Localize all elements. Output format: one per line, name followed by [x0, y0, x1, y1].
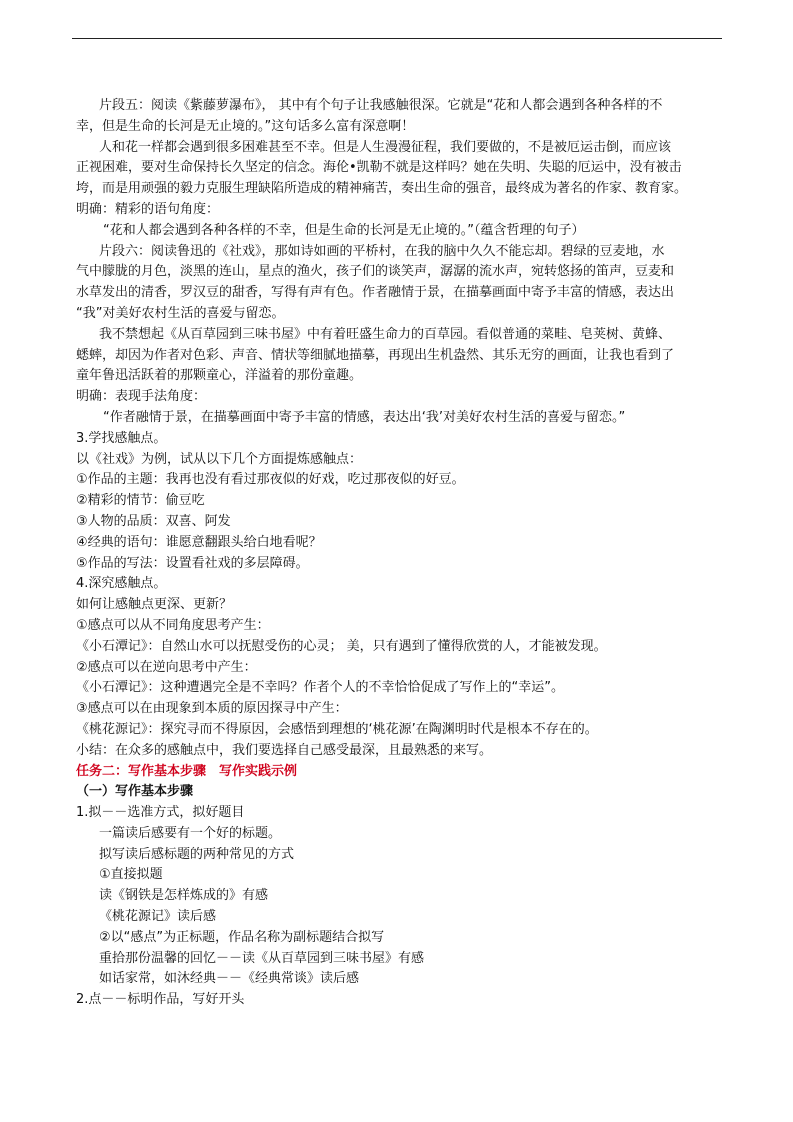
paragraph-line: 我不禁想起《从百草园到三味书屋》中有着旺盛生命力的百草园。看似普通的菜畦、皂荚树、黄蜂、 — [99, 326, 672, 342]
paragraph-line: 片段五：阅读《紫藤萝瀑布》， 其中有个句子让我感触很深。它就是“花和人都会遇到各种各样的不 — [99, 98, 663, 113]
example-line: 如话家常，如沐经典－－《经典常谈》读后感 — [99, 971, 360, 987]
list-item: ①感点可以从不同角度思考产生： — [76, 617, 270, 633]
paragraph-line: 正视困难，要对生命保持长久坚定的信念。海伦•凯勒不就是这样吗？她在失明、失聪的厄运中，没有被击 — [76, 160, 682, 176]
paragraph-line: 蟋蟀，却因为作者对色彩、声音、情状等细腻地描摹，再现出生机盎然、其乐无穷的画面，让我也看到了 — [76, 347, 675, 363]
paragraph-line: 幸，但是生命的长河是无止境的。”这句话多么富有深意啊！ — [76, 118, 415, 134]
paragraph-line: 明确：表现手法角度： — [76, 389, 207, 405]
list-item: ④经典的语句：谁愿意翻跟头给白地看呢？ — [76, 534, 322, 550]
paragraph-line: 童年鲁迅活跃着的那颗童心，洋溢着的那份童趣。 — [76, 368, 363, 384]
subsection-heading: （一）写作基本步骤 — [76, 784, 194, 800]
document-body — [76, 96, 726, 1011]
paragraph-line: 如何让感触点更深、更新？ — [76, 597, 233, 613]
example-line: 重拾那份温馨的回忆－－读《从百草园到三味书屋》有感 — [99, 950, 425, 966]
example-line: 读《钢铁是怎样炼成的》有感 — [99, 888, 269, 904]
paragraph-line: 气中朦胧的月色，淡黑的连山，星点的渔火，孩子们的谈笑声，潺潺的流水声，宛转悠扬的笛声，豆麦和 — [76, 264, 675, 280]
paragraph-line: 以《社戏》为例，试从以下几个方面提炼感触点： — [76, 451, 363, 467]
list-item: ①作品的主题：我再也没有看过那夜似的好戏，吃过那夜似的好豆。 — [76, 472, 465, 488]
step-heading: 2.点－－标明作品，写好开头 — [76, 992, 245, 1008]
list-item: ⑤作品的写法：设置看社戏的多层障碍。 — [76, 555, 309, 571]
paragraph-line: 人和花一样都会遇到很多困难甚至不幸。但是人生漫漫征程，我们要做的，不是被厄运击倒，而应该 — [99, 139, 672, 155]
paragraph-line: 《小石潭记》：这种遭遇完全是不幸吗？作者个人的不幸恰恰促成了写作上的“幸运”。 — [76, 680, 564, 696]
paragraph-line: 明确：精彩的语句角度： — [76, 201, 220, 217]
section-heading: 4.深究感触点。 — [76, 576, 167, 592]
list-item: ①直接拟题 — [99, 867, 163, 883]
paragraph-line: 《小石潭记》：自然山水可以抚慰受伤的心灵； 美，只有遇到了懂得欣赏的人，才能被发现。 — [76, 638, 607, 654]
list-item: ③人物的品质：双喜、阿发 — [76, 513, 231, 529]
paragraph-line: 拟写读后感标题的两种常见的方式 — [99, 846, 295, 862]
quote-line: “作者融情于景，在描摹画面中寄予丰富的情感，表达出‘我’对美好农村生活的喜爱与留恋。” — [103, 409, 626, 425]
paragraph-line: 片段六：阅读鲁迅的《社戏》，那如诗如画的平桥村，在我的脑中久久不能忘却。碧绿的豆麦地，水 — [99, 243, 665, 259]
header-rule — [72, 38, 722, 39]
paragraph-line: 《桃花源记》：探究寻而不得原因，会感悟到理想的‘桃花源’在陶渊明时代是根本不存在的。 — [76, 721, 598, 737]
paragraph-line: “我”对美好农村生活的喜爱与留恋。 — [76, 305, 285, 321]
list-item: ③感点可以在由现象到本质的原因探寻中产生： — [76, 701, 348, 717]
example-line: 《桃花源记》读后感 — [99, 909, 217, 925]
list-item: ②感点可以在逆向思考中产生： — [76, 659, 257, 675]
section-heading: 3.学找感触点。 — [76, 430, 167, 446]
list-item: ②以“感点”为正标题，作品名称为副标题结合拟写 — [99, 929, 385, 945]
task-heading: 任务二：写作基本步骤 写作实践示例 — [76, 763, 298, 779]
quote-line: “花和人都会遇到各种各样的不幸，但是生命的长河是无止境的。”（蕴含哲理的句子） — [103, 222, 585, 238]
paragraph-line: 水草发出的清香，罗汉豆的甜香，写得有声有色。作者融情于景，在描摹画面中寄予丰富的情感，表达出 — [76, 285, 675, 301]
step-heading: 1.拟－－选准方式，拟好题目 — [76, 805, 245, 821]
paragraph-line: 一篇读后感要有一个好的标题。 — [99, 825, 282, 841]
paragraph-line: 小结：在众多的感触点中，我们要选择自己感受最深，且最熟悉的来写。 — [76, 742, 493, 758]
paragraph-line: 垮，而是用顽强的毅力克服生理缺陷所造成的精神痛苦，奏出生命的强音，最终成为著名的作家、教育家。 — [76, 181, 688, 197]
list-item: ②精彩的情节：偷豆吃 — [76, 493, 205, 509]
